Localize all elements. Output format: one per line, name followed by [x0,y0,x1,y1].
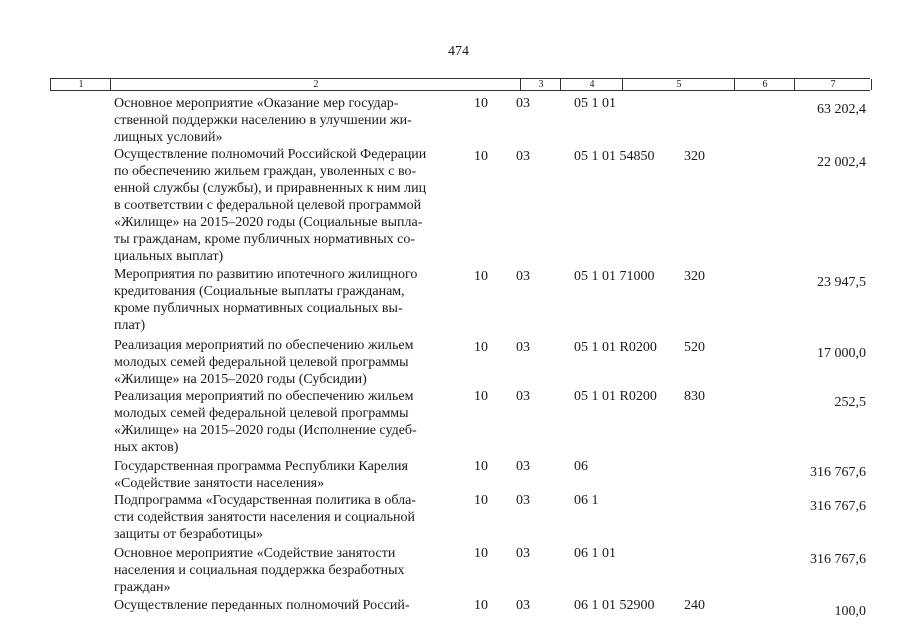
description-line: «Жилище» на 2015–2020 годы (Субсидии) [114,372,367,387]
description-line: граждан» [114,580,171,595]
description-line: ственной поддержки населению в улучшении жи- [114,113,412,128]
subsection-code: 03 [516,598,530,613]
header-col-4: 4 [560,79,623,90]
expense-type-code: 320 [684,269,705,284]
description-line: енной службы (службы), и приравненных к ним лиц [114,181,427,196]
description-line: «Содействие занятости населения» [114,476,325,491]
description-line: Реализация мероприятий по обеспечению жильем [114,338,414,353]
section-code: 10 [474,149,488,164]
subsection-code: 03 [516,340,530,355]
amount: 316 767,6 [810,465,866,480]
header-col-3: 3 [520,79,561,90]
description-line: «Жилище» на 2015–2020 годы (Исполнение судеб- [114,423,417,438]
subsection-code: 03 [516,96,530,111]
subsection-code: 03 [516,546,530,561]
target-article-code: 05 1 01 [574,96,616,111]
expense-type-code: 240 [684,598,705,613]
header-col-6: 6 [734,79,795,90]
description-line: плат) [114,318,146,333]
description-line: Государственная программа Республики Карелия [114,459,408,474]
row-description [114,545,459,596]
description-line: «Жилище» на 2015–2020 годы (Социальные выпла- [114,215,423,230]
description-line: Осуществление переданных полномочий Россий- [114,598,410,613]
header-bottom-rule [50,90,870,91]
row-description [114,146,459,265]
section-code: 10 [474,598,488,613]
description-line: Основное мероприятие «Оказание мер государ- [114,96,399,111]
description-line: Осуществление полномочий Российской Федерации [114,147,427,162]
section-code: 10 [474,493,488,508]
target-article-code: 06 1 01 [574,546,616,561]
target-article-code: 06 1 01 52900 [574,598,655,613]
amount: 17 000,0 [817,346,866,361]
row-description [114,95,459,146]
target-article-code: 05 1 01 54850 [574,149,655,164]
amount: 252,5 [834,395,866,410]
section-code: 10 [474,389,488,404]
description-line: Реализация мероприятий по обеспечению жильем [114,389,414,404]
description-line: сти содействия занятости населения и социальной [114,510,415,525]
section-code: 10 [474,340,488,355]
target-article-code: 05 1 01 R0200 [574,389,657,404]
row-description [114,597,459,614]
description-line: кредитования (Социальные выплаты гражданам, [114,284,405,299]
section-code: 10 [474,546,488,561]
description-line: Подпрограмма «Государственная политика в обла- [114,493,416,508]
description-line: молодых семей федеральной целевой программы [114,355,409,370]
description-line: Мероприятия по развитию ипотечного жилищного [114,267,418,282]
amount: 23 947,5 [817,275,866,290]
description-line: кроме публичных нормативных социальных вы- [114,301,403,316]
amount: 100,0 [834,604,866,619]
subsection-code: 03 [516,389,530,404]
subsection-code: 03 [516,269,530,284]
section-code: 10 [474,96,488,111]
amount: 316 767,6 [810,499,866,514]
target-article-code: 06 [574,459,588,474]
row-description [114,266,459,334]
amount: 63 202,4 [817,102,866,117]
description-line: населения и социальная поддержка безработных [114,563,405,578]
section-code: 10 [474,459,488,474]
expense-type-code: 520 [684,340,705,355]
subsection-code: 03 [516,149,530,164]
expense-type-code: 830 [684,389,705,404]
subsection-code: 03 [516,493,530,508]
page-number: 474 [448,44,469,59]
row-description [114,388,459,456]
description-line: Основное мероприятие «Содействие занятости [114,546,396,561]
row-description [114,492,459,543]
row-description [114,337,459,388]
row-description [114,458,459,492]
header-col-2: 2 [110,79,521,90]
description-line: в соответствии с федеральной целевой программой [114,198,422,213]
description-line: ты гражданам, кроме публичных нормативных со- [114,232,416,247]
description-line: молодых семей федеральной целевой программы [114,406,409,421]
header-col-7: 7 [794,79,872,90]
description-line: по обеспечению жильем граждан, уволенных с во- [114,164,417,179]
description-line: циальных выплат) [114,249,224,264]
description-line: лищных условий» [114,130,223,145]
amount: 22 002,4 [817,155,866,170]
amount: 316 767,6 [810,552,866,567]
target-article-code: 05 1 01 R0200 [574,340,657,355]
subsection-code: 03 [516,459,530,474]
expense-type-code: 320 [684,149,705,164]
header-col-5: 5 [622,79,735,90]
header-col-1: 1 [50,79,111,90]
section-code: 10 [474,269,488,284]
description-line: ных актов) [114,440,179,455]
target-article-code: 06 1 [574,493,599,508]
target-article-code: 05 1 01 71000 [574,269,655,284]
table-header [50,78,870,91]
description-line: защиты от безработицы» [114,527,263,542]
